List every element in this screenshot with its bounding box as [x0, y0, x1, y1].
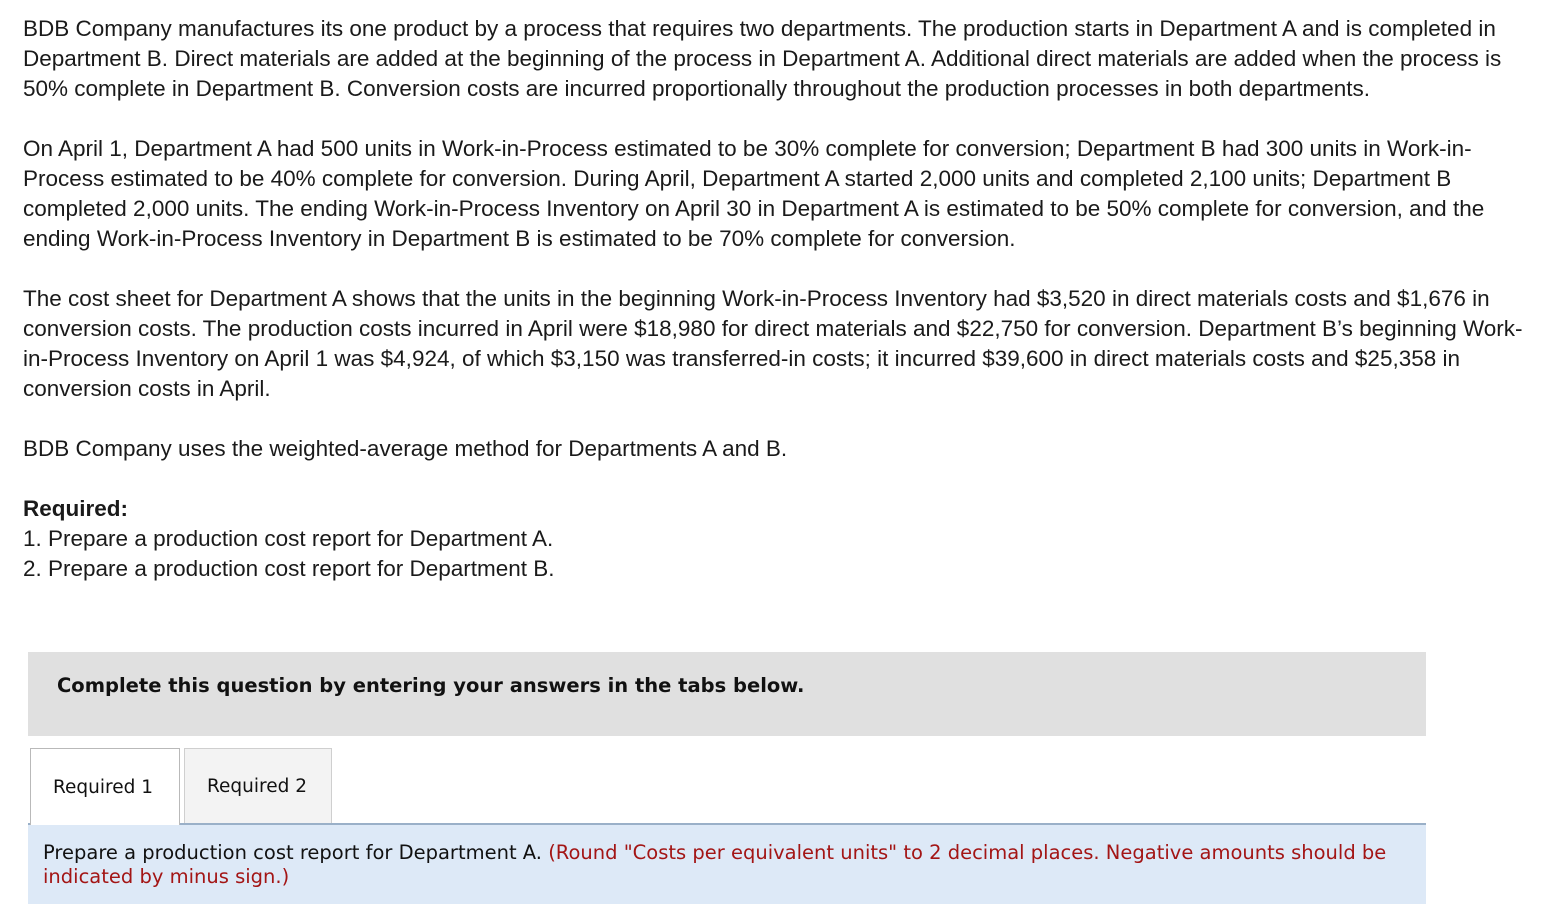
required-item-1: 1. Prepare a production cost report for Department A.: [23, 526, 554, 551]
tab-required-2[interactable]: Required 2: [184, 748, 332, 824]
required-list: [23, 524, 1533, 584]
instructions-note: (Round "Costs per equivalent units" to 2 decimal places. Negative amounts should be indicated by minus sign.): [43, 841, 1387, 888]
required-item-2: 2. Prepare a production cost report for Department B.: [23, 556, 555, 581]
tab-instructions-panel: [28, 823, 1426, 904]
instructions-main: Prepare a production cost report for Department A.: [43, 841, 542, 864]
tab-bar: [30, 748, 332, 824]
tab-required-1[interactable]: Required 1: [30, 748, 180, 825]
required-heading: Required:: [23, 496, 129, 521]
problem-paragraph-4: BDB Company uses the weighted-average method for Departments A and B.: [23, 436, 788, 461]
banner-text: Complete this question by entering your answers in the tabs below.: [57, 674, 805, 697]
problem-statement: [23, 14, 1533, 584]
problem-paragraph-3: The cost sheet for Department A shows that the units in the beginning Work-in-Process Inventory had $3,520 in direct materials costs and $1,676 in conversion costs. The production costs incurred in April were $18,980 for direct materials and $22,750 for conversion. Department B’s beginning Work-in-Process Inventory on April 1 was $4,924, of which $3,150 was transferred-in costs; it incurred $39,600 in direct materials costs and $25,358 in conversion costs in April.: [23, 286, 1523, 401]
instructions-banner: [28, 652, 1426, 736]
problem-paragraph-2: On April 1, Department A had 500 units in Work-in-Process estimated to be 30% complete for conversion; Department B had 300 units in Work-in-Process estimated to be 40% complete for conversion. During April, Department A started 2,000 units and completed 2,100 units; Department B completed 2,000 units. The ending Work-in-Process Inventory on April 30 in Department A is estimated to be 50% complete for conversion, and the ending Work-in-Process Inventory in Department B is estimated to be 70% complete for conversion.: [23, 136, 1485, 251]
problem-paragraph-1: BDB Company manufactures its one product by a process that requires two departments. The production starts in Department A and is completed in Department B. Direct materials are added at the beginning of the process in Department A. Additional direct materials are added when the process is 50% complete in Department B. Conversion costs are incurred proportionally throughout the production processes in both departments.: [23, 16, 1502, 101]
instructions-text: [43, 841, 1403, 889]
